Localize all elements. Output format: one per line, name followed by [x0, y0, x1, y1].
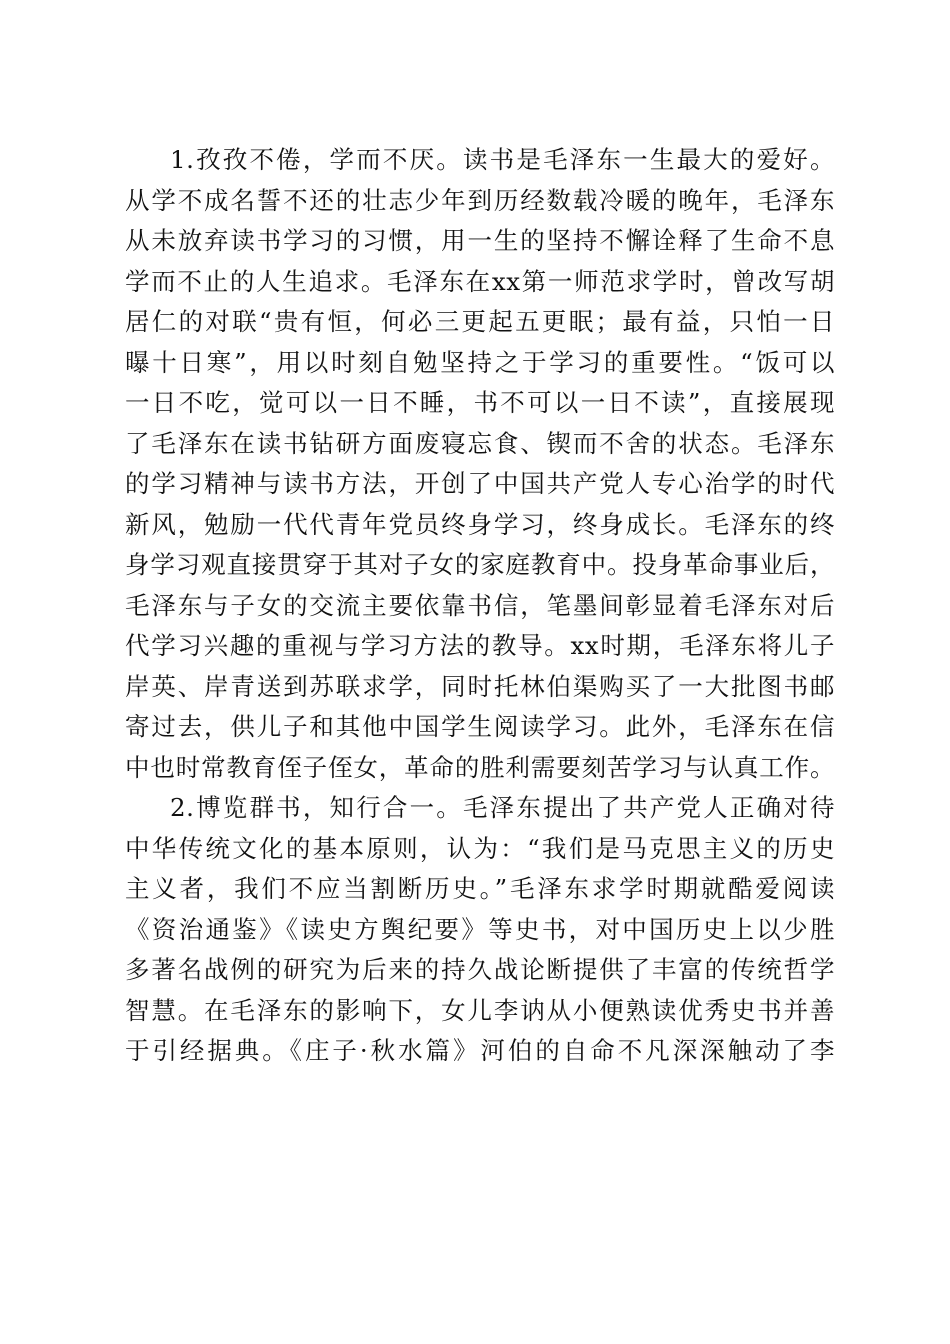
paragraph-2-line-6: 智慧。在毛泽东的影响下，女儿李讷从小便熟读优秀史书并善 — [125, 995, 835, 1025]
paragraph-1-line-15: 寄过去，供儿子和其他中国学生阅读学习。此外，毛泽东在信 — [125, 712, 835, 741]
paragraph-1-line-2: 从学不成名誓不还的壮志少年到历经数载冷暖的晚年，毛泽东 — [125, 185, 835, 215]
paragraph-2-line-7: 于引经据典。《庄子·秋水篇》河伯的自命不凡深深触动了李 — [125, 1036, 835, 1065]
paragraph-1-line-9: 的学习精神与读书方法，开创了中国共产党人专心治学的时代 — [125, 469, 835, 498]
paragraph-2-line-4: 《资治通鉴》《读史方舆纪要》等史书，对中国历史上以少胜 — [125, 914, 835, 944]
paragraph-2-line-5: 多著名战例的研究为后来的持久战论断提供了丰富的传统哲学 — [125, 955, 835, 984]
body-text — [125, 140, 835, 1072]
paragraph-2-line-3: 主义者，我们不应当割断历史。”毛泽东求学时期就酷爱阅读 — [125, 874, 835, 903]
paragraph-1-line-8: 了毛泽东在读书钻研方面废寝忘食、锲而不舍的状态。毛泽东 — [125, 428, 835, 458]
paragraph-1-line-5: 居仁的对联“贵有恒，何必三更起五更眠；最有益，只怕一日 — [125, 307, 835, 336]
paragraph-1-line-14: 岸英、岸青送到苏联求学，同时托林伯渠购买了一大批图书邮 — [125, 671, 835, 701]
paragraph-1-line-11: 身学习观直接贯穿于其对子女的家庭教育中。投身革命事业后， — [125, 550, 835, 579]
paragraph-2-line-2: 中华传统文化的基本原则，认为：“我们是马克思主义的历史 — [125, 833, 835, 863]
paragraph-1-line-16: 中也时常教育侄子侄女，革命的胜利需要刻苦学习与认真工作。 — [125, 752, 835, 782]
paragraph-1-line-6: 曝十日寒”，用以时刻自勉坚持之于学习的重要性。“饭可以 — [125, 347, 835, 377]
paragraph-1-line-10: 新风，勉励一代代青年党员终身学习，终身成长。毛泽东的终 — [125, 509, 835, 539]
paragraph-1-line-1: 1.孜孜不倦，学而不厌。读书是毛泽东一生最大的爱好。 — [170, 145, 835, 174]
paragraph-2-line-1: 2.博览群书，知行合一。毛泽东提出了共产党人正确对待 — [170, 793, 835, 822]
paragraph-1-line-3: 从未放弃读书学习的习惯，用一生的坚持不懈诠释了生命不息 — [125, 226, 835, 255]
paragraph-1-line-4: 学而不止的人生追求。毛泽东在xx第一师范求学时，曾改写胡 — [125, 266, 835, 296]
paragraph-1-line-12: 毛泽东与子女的交流主要依靠书信，笔墨间彰显着毛泽东对后 — [125, 590, 835, 620]
paragraph-1-line-7: 一日不吃，觉可以一日不睡，书不可以一日不读”，直接展现 — [125, 388, 835, 417]
paragraph-1-line-13: 代学习兴趣的重视与学习方法的教导。xx时期，毛泽东将儿子 — [125, 631, 835, 660]
